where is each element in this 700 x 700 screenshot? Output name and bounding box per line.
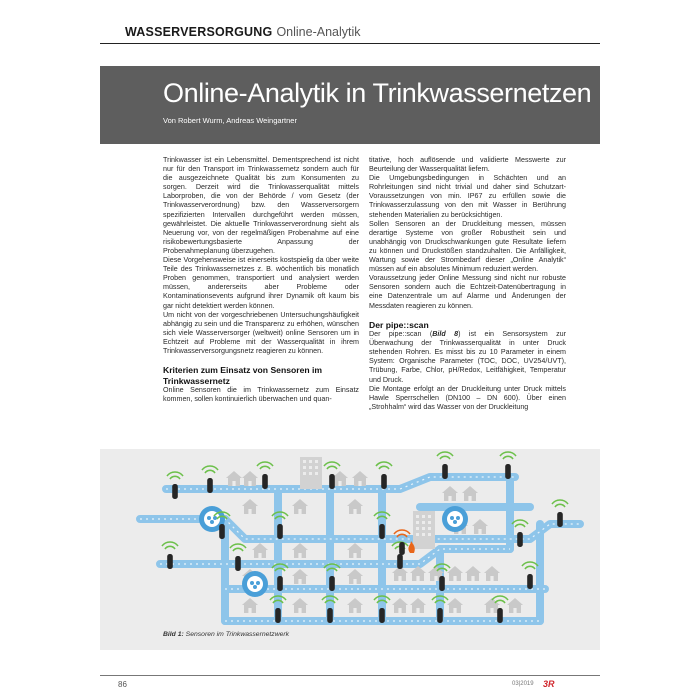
paragraph: Um nicht von der vorgeschriebenen Untersuchungshäufigkeit abhängig zu sein und die Transparenz zu erhöhen, wünschen sich viele Wasserversorger (weltweit) online Sensoren um in Echtzeit auf Probleme mit der Wasserqualität in ihrem Trinkwasserversorgungsnetz reagieren zu können.	[163, 310, 359, 355]
subheading: Kriterien zum Einsatz von Sensoren im Trinkwassernetz	[163, 365, 323, 386]
paragraph: Die Montage erfolgt an der Druckleitung unter Druck mittels Hawle Sperrschellen (DN100 – DN 600). Über einen „Strohhalm“ wird das Wasser von der Druckleitung	[369, 384, 566, 411]
section-header	[125, 25, 361, 39]
text-column-right	[369, 156, 566, 412]
subheading: Der pipe::scan	[369, 319, 429, 330]
section-name: WASSERVERSORGUNG	[125, 25, 273, 39]
paragraph: Trinkwasser ist ein Lebensmittel. Dementsprechend ist nicht nur für den Transport im Trinkwassernetz sondern auch für die ausgezeichnete Qualität bis zum Konsumenten zu sorgen. Derzeit wird die Trinkwasserqualität mittels Laborproben, die von der Behörde / vom Gesetz (der Trinkwasserverordnung) bzw. den Wasserversorgern spezifizierten Intervallen durchgeführt werden müssen, gewährleistet. Die aktuelle Trinkwasserverordnung sieht als Neuerung vor, von der regelmäßigen Probenahme auf eine risikobewertungsbasierte Anpassung der Probenahmeplanung überzugehen.	[163, 156, 359, 255]
paragraph: Voraussetzung jeder Online Messung sind nicht nur robuste Sensoren sondern auch die Echtzeit-Datenübertragung in eine Datenzentrale um auf Alarme und Änderungen der Messdaten reagieren zu können.	[369, 274, 566, 310]
water-tank	[442, 506, 468, 532]
publication-logo: 3R	[543, 679, 555, 689]
article-authors: Von Robert Wurm, Andreas Weingartner	[163, 116, 297, 125]
footer-rule	[100, 675, 600, 676]
page-number: 86	[118, 680, 127, 689]
paragraph: Die Umgebungsbedingungen in Schächten und an Rohrleitungen sind nicht trivial und daher sind Schutzart-Voraussetzungen von min. IP67 zu erfüllen sowie die Trinkwasserzulassung von den mit Wasser in Berührung stehenden Materialien zu berücksichtigen.	[369, 174, 566, 219]
section-topic: Online-Analytik	[276, 25, 361, 39]
figure-label: Bild 1:	[163, 631, 184, 638]
water-tank	[242, 571, 268, 597]
sensor-network-illustration	[100, 449, 600, 650]
article-title: Online-Analytik in Trinkwassernetzen	[163, 78, 592, 108]
header-rule	[100, 43, 600, 44]
paragraph: Diese Vorgehensweise ist einerseits kostspielig da über weite Teile des Trinkwassernetzes z. B. wöchentlich bis monatlich Proben genommen, transportiert und analysiert werden müssen, andererseits aber Probleme oder Kontaminationsevents aufgrund ihrer Dynamik oft kaum bis gar nicht detektiert werden können.	[163, 256, 359, 310]
paragraph: Der pipe::scan (Bild 8) ist ein Sensorsystem zur Überwachung der Trinkwasserqualität in unter Druck stehenden Rohren. Es misst bis zu 10 Parameter in einem System: Organische Parameter (TOC, DOC, UV254/UVT), Trübung, Farbe, Chlor, pH/Redox, Leitfähigkeit, Temperatur und Druck.	[369, 330, 566, 384]
paragraph: Sollen Sensoren an der Druckleitung messen, müssen derartige Systeme von großer Robustheit sein und unabhängig von Druckschwankungen gute Resultate liefern zu können und Druckstößen standzuhalten. Die Anfälligkeit, Wartung sowie der Strombedarf dieser „Online Analytik“ müssen auf ein absolutes Minimum reduziert werden.	[369, 219, 566, 274]
text-column-left	[163, 156, 359, 404]
paragraph: titative, hoch auflösende und validierte Messwerte zur Beurteilung der Wasserqualität liefern.	[369, 156, 566, 174]
figure-caption-text: Sensoren im Trinkwassernetzwerk	[183, 631, 290, 638]
figure-reference: Bild 8	[432, 330, 459, 339]
issue-number: 03|2019	[512, 681, 534, 687]
figure-caption	[163, 631, 289, 638]
paragraph: Online Sensoren die im Trinkwassernetz zum Einsatz kommen, sollen kontinuierlich überwachen und quan-	[163, 386, 359, 404]
